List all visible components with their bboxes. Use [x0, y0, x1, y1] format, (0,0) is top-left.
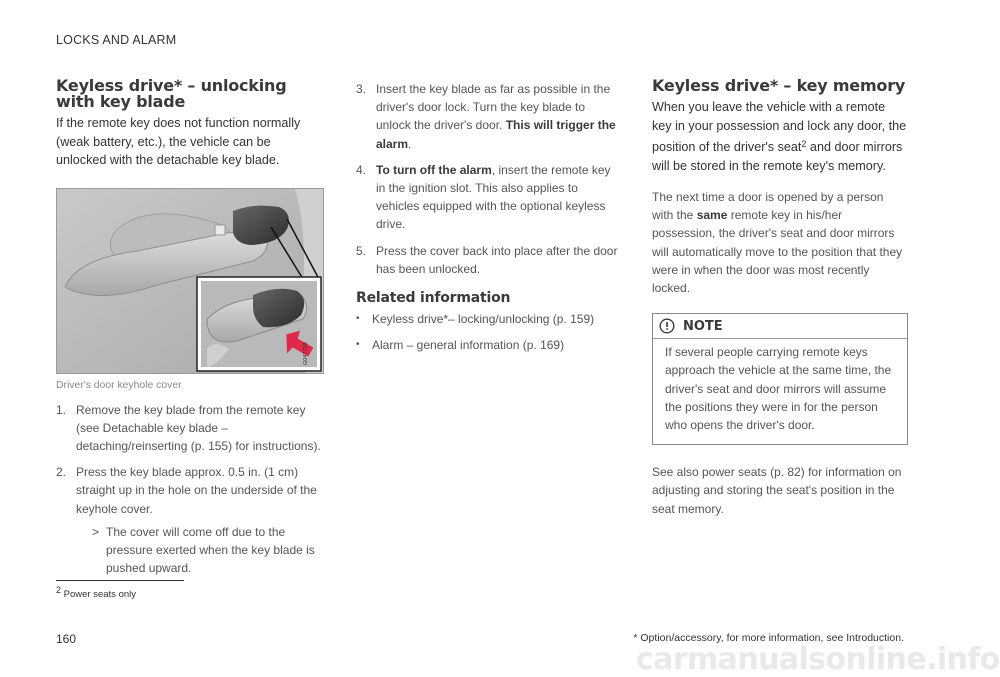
- note-title: NOTE: [683, 318, 723, 334]
- step-emphasis: To turn off the alarm: [376, 162, 492, 177]
- related-link-text[interactable]: Keyless drive*– locking/unlocking (p. 159): [372, 312, 595, 327]
- body-emphasis: same: [696, 208, 728, 223]
- step-5: [356, 242, 618, 278]
- note-header: [653, 314, 907, 339]
- footnote-text: Power seats only: [61, 589, 136, 600]
- column-unlocking: [56, 78, 322, 585]
- running-header: LOCKS AND ALARM: [56, 33, 177, 47]
- result-arrow-icon: >: [92, 524, 100, 539]
- body-text: remote key in his/her possession, the driver's seat and door mirrors will automatically move to the position that they were in when the door was most recently locked.: [652, 208, 903, 296]
- column-key-memory: [652, 78, 908, 518]
- page-number: 160: [56, 632, 77, 646]
- step-2-result: [92, 523, 322, 578]
- intro-text: When you leave the vehicle with a remote key in your possession and lock any door, the position of the driver's seat: [652, 100, 907, 154]
- step-number: 1.: [56, 402, 67, 417]
- intro-text: and door mirrors will be stored in the remote key's memory.: [652, 140, 903, 173]
- step-2: [56, 463, 322, 577]
- footnote-divider: [56, 580, 184, 581]
- step-text: Insert the key blade as far as possible in the driver's door lock. Turn the key blade to unlock the driver's door.: [376, 82, 611, 133]
- door-handle-illustration: [56, 188, 324, 374]
- step-text: Press the cover back into place after the door has been unlocked.: [376, 243, 618, 276]
- section-title-unlocking: Keyless drive* – unlocking with key blade: [56, 76, 287, 111]
- section-title-key-memory: Keyless drive* – key memory: [652, 76, 906, 95]
- footnote: [56, 585, 136, 600]
- steps-list-1: [56, 401, 322, 578]
- body-paragraph-seats: See also power seats (p. 82) for information on adjusting and storing the seat's position in the seat memory.: [652, 465, 902, 516]
- steps-list-2: [356, 80, 618, 278]
- related-information-heading: Related information: [356, 290, 511, 307]
- column-steps-continued: [356, 80, 618, 362]
- figure-code: G047759: [303, 341, 309, 365]
- step-1: [56, 401, 322, 456]
- step-number: 3.: [356, 82, 367, 96]
- info-icon: [659, 318, 675, 334]
- related-links: [356, 310, 618, 354]
- door-handle-drawing: [57, 189, 323, 373]
- related-link-text[interactable]: Alarm – general information (p. 169): [372, 338, 565, 353]
- step-number: 5.: [356, 243, 367, 258]
- step-text-end: .: [408, 136, 412, 151]
- step-text: Remove the key blade from the remote key (see Detachable key blade – detaching/reinserting (p. 155) for instructions).: [76, 402, 321, 453]
- step-number: 4.: [356, 162, 367, 177]
- related-link-keyless-drive[interactable]: [356, 310, 618, 328]
- step-number: 2.: [56, 465, 67, 480]
- figure-caption: Driver's door keyhole cover: [56, 379, 182, 391]
- footnote-marker: 2: [801, 139, 807, 149]
- result-text: The cover will come off due to the pressure exerted when the key blade is pushed upward.: [106, 524, 315, 576]
- step-3: [356, 80, 618, 153]
- step-text: Press the key blade approx. 0.5 in. (1 cm) straight up in the hole on the underside of the keyhole cover.: [76, 465, 317, 516]
- option-accessory-note: * Option/accessory, for more information, see Introduction.: [633, 632, 904, 644]
- bullet-icon: •: [356, 313, 360, 325]
- intro-paragraph: [652, 98, 908, 175]
- body-paragraph: [652, 188, 908, 297]
- note-text: If several people carrying remote keys approach the vehicle at the same time, the driver's seat and door mirrors will assume the positions they were in for the person who opens the driver's door.: [665, 345, 892, 433]
- footnote-marker: 2: [56, 585, 62, 595]
- step-4: [356, 161, 618, 234]
- intro-paragraph: If the remote key does not function normally (weak battery, etc.), the vehicle can be unlocked with the detachable key blade.: [56, 116, 301, 167]
- note-box: [652, 313, 908, 445]
- step-text: , insert the remote key in the ignition slot. This also applies to vehicles equipped with the optional keyless drive.: [376, 162, 611, 232]
- step-emphasis: This will trigger the alarm: [376, 118, 616, 151]
- watermark-logo: carmanualsonline.info: [636, 642, 1000, 677]
- bullet-icon: •: [356, 339, 360, 351]
- related-link-alarm[interactable]: [356, 336, 618, 354]
- body-text: The next time a door is opened by a person with the: [652, 190, 884, 223]
